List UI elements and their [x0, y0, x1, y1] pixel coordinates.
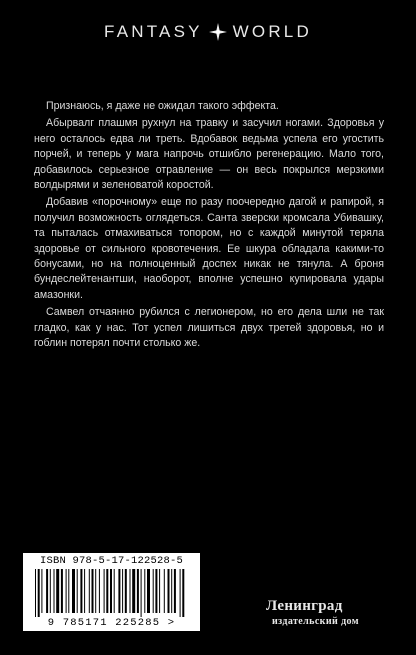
barcode-bar: [56, 569, 59, 613]
barcode-bar: [92, 569, 94, 613]
series-word-right: WORLD: [232, 22, 312, 41]
publisher-name: Ленинград: [266, 598, 343, 614]
barcode-bar: [141, 569, 142, 617]
publisher-logo: [262, 598, 392, 632]
barcode-bar: [80, 569, 82, 613]
paragraph: Признаюсь, я даже не ожидал такого эффекта.: [46, 100, 279, 112]
barcode-bar: [99, 569, 100, 613]
publisher-subtitle: издательский дом: [272, 616, 359, 627]
barcode-bar: [110, 569, 112, 613]
barcode-bar: [180, 569, 181, 617]
barcode-bar: [137, 569, 139, 613]
barcode-bar: [164, 569, 165, 613]
barcode-bar: [89, 569, 90, 613]
series-word-left: FANTASY: [104, 22, 203, 41]
excerpt-text: [34, 99, 384, 354]
barcode-bar: [168, 569, 170, 613]
barcode-bar: [106, 569, 108, 613]
barcode-bar: [130, 569, 131, 613]
barcode-bar: [144, 569, 145, 613]
series-logo: [0, 22, 416, 42]
barcode-bar: [68, 569, 69, 613]
barcode-bar: [122, 569, 123, 613]
barcode-bar: [54, 569, 55, 613]
barcode-number: 9 785171 225285 >: [47, 617, 176, 629]
barcode-bar: [182, 569, 184, 617]
barcode-bar: [118, 569, 120, 613]
barcode-bar: [50, 569, 51, 613]
barcode-bar: [61, 569, 63, 613]
paragraph: Добавив «порочному» еще по разу поочередно дагой и рапирой, я получил возможность оглядеться. Санта зверски кромсала Убивашку, та пыталась отмахиваться топором, но с каждой минутой теряла здоровье от сильного кровотечения. Ее шкура обладала какими-то бонусами, но на полноценный доспех никак не тянула. А броня бундеслейтенантши, наоборот, вполне успешно купировала удары амазонки.: [34, 196, 384, 301]
barcode-bar: [38, 569, 40, 617]
barcode-bar: [46, 569, 48, 613]
barcode-block: [23, 553, 200, 631]
barcode-bar: [114, 569, 115, 613]
barcode-bar: [132, 569, 135, 613]
barcode-bar: [72, 569, 75, 613]
isbn-label: ISBN 978-5-17-122528-5: [39, 555, 184, 567]
barcode-bar: [174, 569, 176, 613]
barcode-bar: [77, 569, 78, 613]
barcode-bar: [125, 569, 127, 613]
barcode-bar: [171, 569, 172, 613]
barcode-bar: [95, 569, 96, 613]
barcode-bar: [104, 569, 105, 613]
barcode-bar: [66, 569, 67, 613]
paragraph: Самвел отчаянно рубился с легионером, но его дела шли не так гладко, как у нас. Тот успел лишиться двух третей здоровья, но и гоблин потерял почти столько же.: [34, 306, 384, 350]
barcode-bar: [84, 569, 85, 613]
four-point-star-icon: [209, 23, 227, 41]
barcode-bar: [41, 569, 42, 613]
barcode-bar: [159, 569, 160, 613]
barcode-bar: [147, 569, 150, 613]
barcode-bar: [153, 569, 154, 613]
barcode-bar: [155, 569, 157, 613]
barcode-bar: [35, 569, 36, 617]
barcode-bars: [33, 569, 190, 617]
paragraph: Абырвалг плашмя рухнул на травку и засучил ногами. Здоровья у него осталось едва ли треть. Вдобавок ведьма успела его угостить порчей, и теперь у мага напрочь отшибло регенерацию. Мало того, добавилось серьезное отравление — он весь покрылся мерзкими волдырями и зеленоватой коростой.: [34, 117, 384, 192]
